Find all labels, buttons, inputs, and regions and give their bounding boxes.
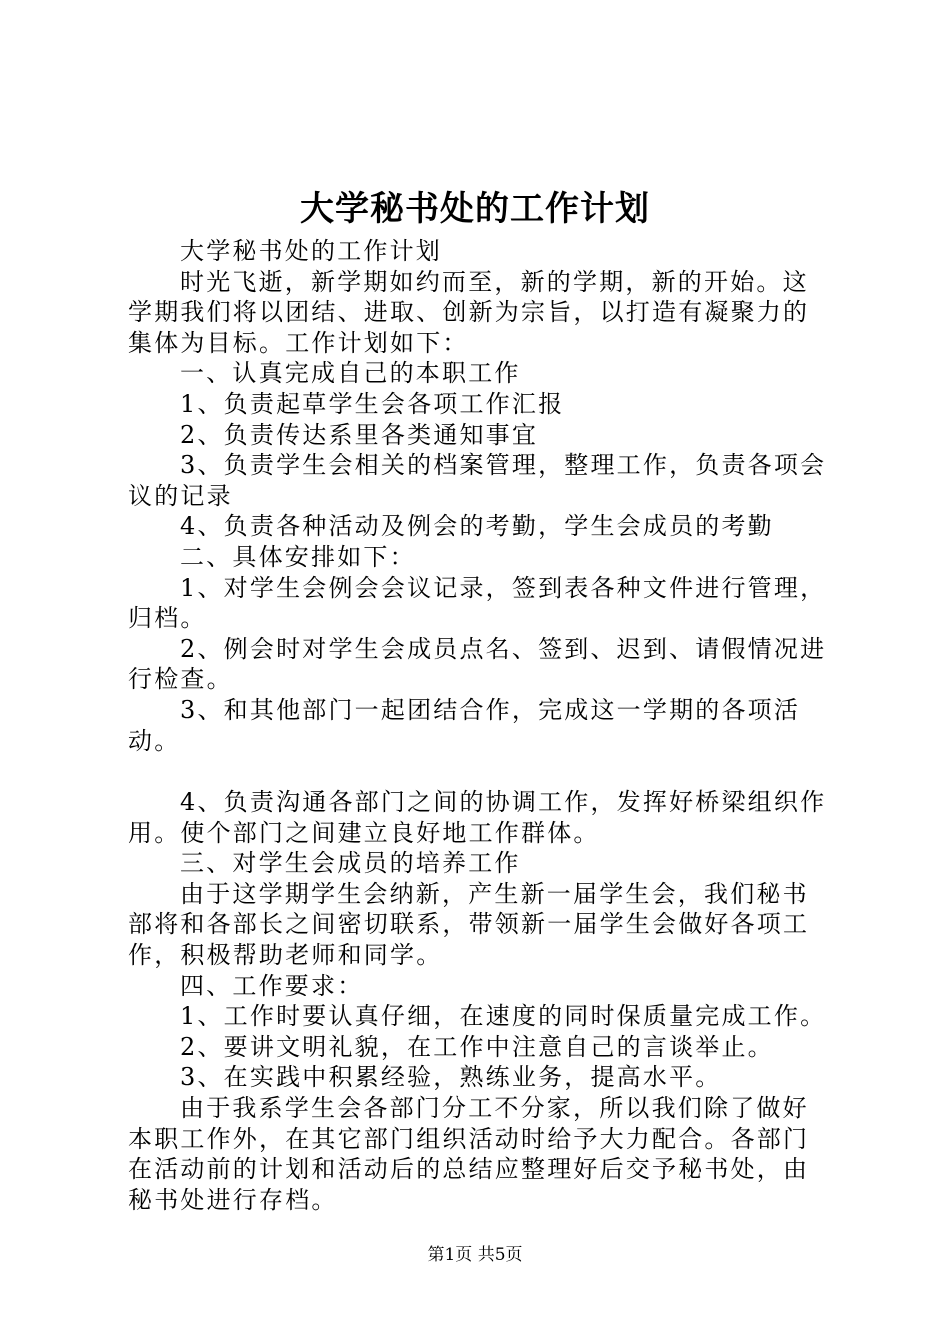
- paragraph-subtitle: 大学秘书处的工作计划: [180, 237, 442, 265]
- list-item: 1、工作时要认真仔细，在速度的同时保质量完成工作。: [180, 1002, 827, 1031]
- list-item: 2、要讲文明礼貌，在工作中注意自己的言谈举止。: [180, 1032, 774, 1061]
- list-item: 1、负责起草学生会各项工作汇报: [180, 389, 565, 418]
- blank-line: [128, 756, 832, 787]
- section-heading-4: 四、工作要求：: [180, 971, 364, 1000]
- list-item: 4、负责沟通各部门之间的协调工作，发挥好桥梁组织作用。使个部门之间建立良好地工作群体。: [128, 788, 827, 847]
- section-heading-1: 一、认真完成自己的本职工作: [180, 359, 521, 388]
- list-item: 2、例会时对学生会成员点名、签到、迟到、请假情况进行检查。: [128, 634, 827, 694]
- document-title: 大学秘书处的工作计划: [300, 189, 650, 229]
- section-heading-3: 三、对学生会成员的培养工作: [180, 849, 521, 878]
- paragraph: 由于这学期学生会纳新，产生新一届学生会，我们秘书部将和各部长之间密切联系，带领新一届学生会做好各项工作，积极帮助老师和同学。: [128, 879, 810, 970]
- section-heading-2: 二、具体安排如下：: [180, 542, 416, 571]
- page-footer: 第1页 共5页: [427, 1245, 523, 1265]
- list-item: 3、负责学生会相关的档案管理，整理工作，负责各项会议的记录: [128, 451, 827, 510]
- paragraph-intro: 时光飞逝，新学期如约而至，新的学期，新的开始。这学期我们将以团结、进取、创新为宗旨，以打造有凝聚力的集体为目标。工作计划如下：: [128, 267, 810, 357]
- paragraph-closing: 由于我系学生会各部门分工不分家，所以我们除了做好本职工作外，在其它部门组织活动时给予大力配合。各部门在活动前的计划和活动后的总结应整理好后交予秘书处，由秘书处进行存档。: [128, 1094, 810, 1214]
- list-item: 3、和其他部门一起团结合作，完成这一学期的各项活动。: [128, 695, 801, 755]
- list-item: 1、对学生会例会会议记录，签到表各种文件进行管理，归档。: [128, 573, 827, 633]
- list-item: 3、在实践中积累经验，熟练业务，提高水平。: [180, 1063, 722, 1092]
- list-item: 2、负责传达系里各类通知事宜: [180, 420, 539, 449]
- document-body: [128, 236, 832, 1215]
- list-item: 4、负责各种活动及例会的考勤，学生会成员的考勤: [180, 512, 774, 541]
